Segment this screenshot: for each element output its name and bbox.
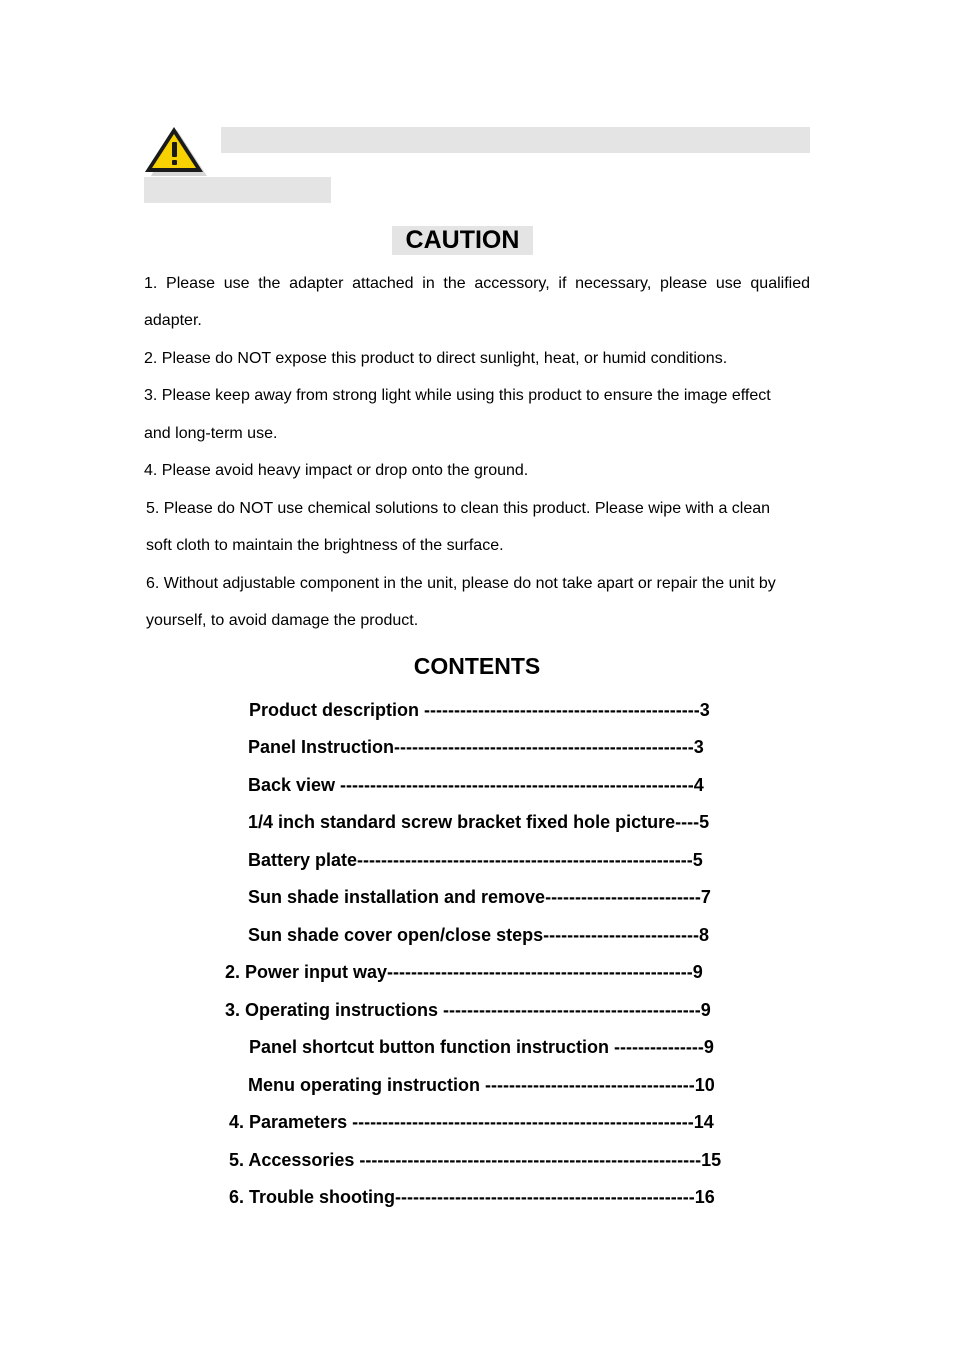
toc-entry: Menu operating instruction -----------------------------------10 <box>248 1075 715 1095</box>
caution-heading: CAUTION <box>392 226 533 255</box>
toc-entry: Back view -----------------------------------------------------------4 <box>248 775 704 795</box>
redacted-text-bar <box>221 127 810 153</box>
toc-entry: Battery plate--------------------------------------------------------5 <box>248 850 703 870</box>
caution-line: 4. Please avoid heavy impact or drop onto the ground. <box>144 462 529 479</box>
caution-line: 3. Please keep away from strong light while using this product to ensure the image effect <box>144 387 771 404</box>
toc-entry: 1/4 inch standard screw bracket fixed hole picture----5 <box>248 812 710 832</box>
caution-line: 2. Please do NOT expose this product to direct sunlight, heat, or humid conditions. <box>144 350 728 367</box>
caution-line: adapter. <box>144 312 202 329</box>
toc-entry: Sun shade cover open/close steps--------------------------8 <box>248 925 709 945</box>
toc-entry: Sun shade installation and remove--------------------------7 <box>248 887 711 907</box>
caution-line: soft cloth to maintain the brightness of the surface. <box>146 537 504 554</box>
redacted-text-bar <box>144 177 331 203</box>
toc-entry: Panel Instruction--------------------------------------------------3 <box>248 737 704 757</box>
toc-entry: 5. Accessories ---------------------------------------------------------15 <box>229 1150 722 1170</box>
toc-entry: 6. Trouble shooting--------------------------------------------------16 <box>229 1187 715 1207</box>
caution-line: 6. Without adjustable component in the unit, please do not take apart or repair the unit by <box>146 575 776 592</box>
toc-entry: 2. Power input way---------------------------------------------------9 <box>225 962 703 982</box>
caution-line: yourself, to avoid damage the product. <box>146 612 419 629</box>
caution-line: 1. Please use the adapter attached in the accessory, if necessary, please use qualified <box>144 275 810 292</box>
toc-entry: Panel shortcut button function instruction ---------------9 <box>249 1037 714 1057</box>
toc-entry: 4. Parameters ---------------------------------------------------------14 <box>229 1112 714 1132</box>
contents-heading: CONTENTS <box>413 653 541 679</box>
toc-entry: 3. Operating instructions -------------------------------------------9 <box>225 1000 711 1020</box>
toc-entry: Product description ----------------------------------------------3 <box>249 700 710 720</box>
warning-icon <box>143 124 207 176</box>
caution-line: and long-term use. <box>144 425 278 442</box>
caution-line: 5. Please do NOT use chemical solutions to clean this product. Please wipe with a clean <box>146 500 771 517</box>
